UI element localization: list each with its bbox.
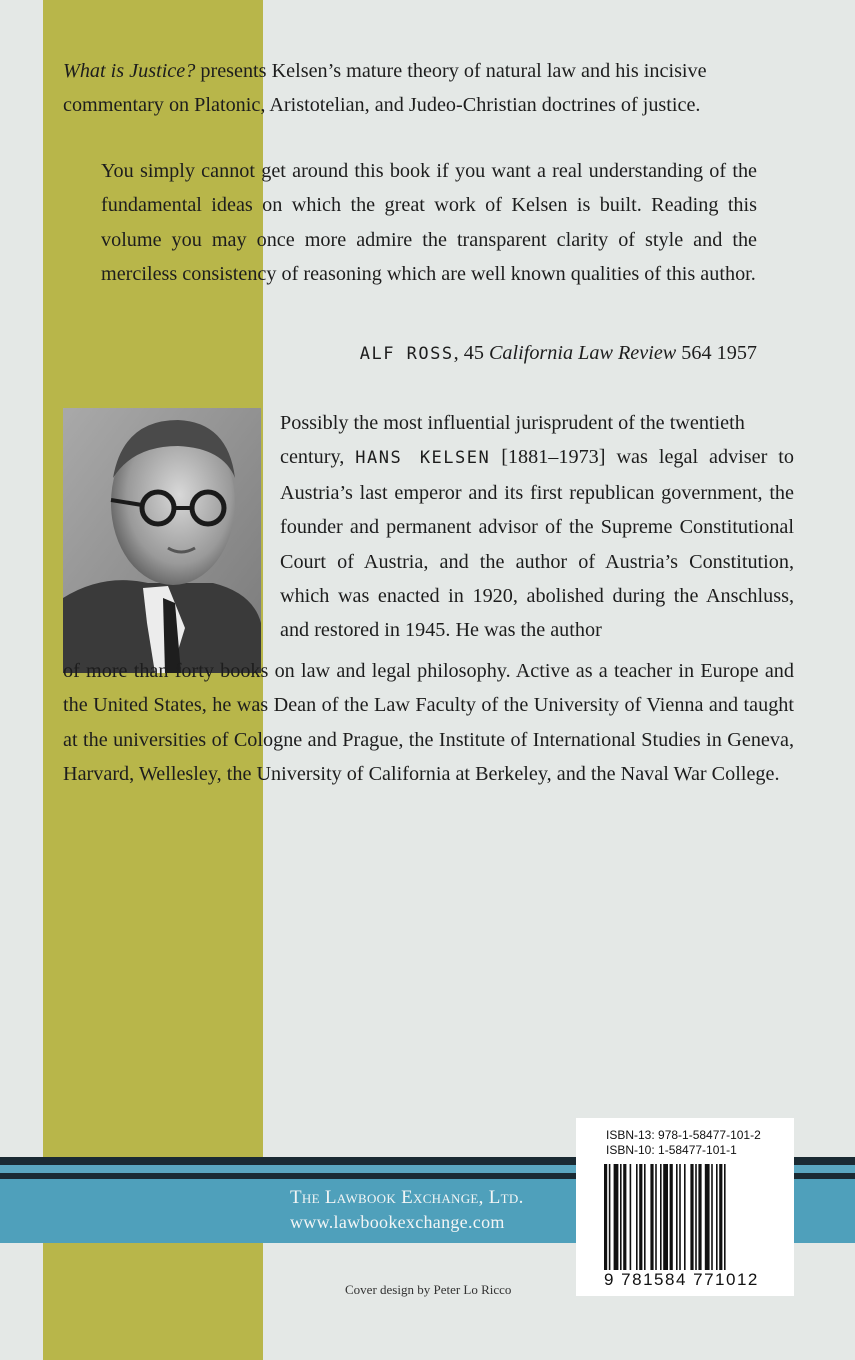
- barcode-bar: [623, 1164, 626, 1270]
- publisher-block: [290, 1186, 524, 1234]
- barcode-bar: [604, 1164, 607, 1270]
- barcode-bar: [609, 1164, 611, 1270]
- barcode-box: [576, 1118, 794, 1296]
- portrait-image: [63, 408, 261, 673]
- bio-paragraph-bottom: of more than forty books on law and legal philosophy. Active as a teacher in Europe and the United States, he was Dean of the Law Faculty of the University of Vienna and taught at the universities of Cologne and Prague, the Institute of International Studies in Geneva, Harvard, Wellesley, the University of California at Berkeley, and the Naval War College.: [63, 660, 794, 786]
- author-name: HANS KELSEN: [355, 448, 491, 469]
- author-portrait: [63, 408, 261, 673]
- barcode-bar: [705, 1164, 710, 1270]
- bio-paragraph-top: [280, 406, 794, 648]
- publisher-url: www.lawbookexchange.com: [290, 1212, 505, 1232]
- barcode-bar: [614, 1164, 619, 1270]
- barcode-bar: [695, 1164, 697, 1270]
- bio-line-2-pre: century,: [280, 446, 356, 469]
- barcode-bar: [636, 1164, 638, 1270]
- cover-credit: Cover design by Peter Lo Ricco: [345, 1282, 512, 1297]
- barcode-bar: [670, 1164, 673, 1270]
- bio-line-1: Possibly the most influential jurisprudent of the twentieth: [280, 412, 745, 434]
- barcode-bars: [604, 1164, 770, 1270]
- bio-line-2-post: [1881–1973] was: [490, 446, 648, 469]
- barcode-bar: [650, 1164, 653, 1270]
- quote-author: ALF ROSS: [359, 344, 454, 364]
- barcode-bar: [620, 1164, 622, 1270]
- book-title: What is Justice?: [63, 60, 196, 82]
- citation-prefix: , 45: [453, 342, 489, 364]
- barcode-bar: [676, 1164, 678, 1270]
- barcode-bar: [684, 1164, 686, 1270]
- publisher-name: The Lawbook Exchange, Ltd.: [290, 1187, 524, 1208]
- isbn-13: ISBN-13: 978-1-58477-101-2: [606, 1128, 761, 1142]
- barcode-bar: [655, 1164, 657, 1270]
- barcode-bar: [716, 1164, 718, 1270]
- barcode-bar: [679, 1164, 681, 1270]
- barcode-bar: [690, 1164, 693, 1270]
- isbn-10: ISBN-10: 1-58477-101-1: [606, 1143, 737, 1157]
- barcode-bar: [663, 1164, 668, 1270]
- review-quote: You simply cannot get around this book if you want a real understanding of the fundamental ideas on which the great work of Kelsen is built. Reading this volume you may once more admire the transparent clarity of style and the merciless consistency of reasoning which are well known qualities of this author.: [101, 160, 757, 286]
- barcode-bar: [630, 1164, 632, 1270]
- intro-text: presents Kelsen’s mature theory of natural law and his incisive commentary on Platonic, Aristotelian, and Judeo-Christian doctrines of justice.: [63, 60, 707, 117]
- barcode-bar: [698, 1164, 701, 1270]
- citation-suffix: 564 1957: [676, 342, 757, 364]
- barcode-bar: [660, 1164, 662, 1270]
- barcode-bar: [719, 1164, 722, 1270]
- barcode-bar: [711, 1164, 713, 1270]
- quote-attribution: [101, 342, 757, 365]
- bio-right-text: legal adviser to Austria’s last emperor and its first republican government, the founder and permanent advisor of the Supreme Constitutional Court of Austria, and the author of Austria’s Constitution, which was enacted in 1920, abolished during the Anschluss, and restored in 1945. He was the author: [280, 446, 795, 642]
- barcode-bar: [644, 1164, 646, 1270]
- intro-paragraph: [63, 54, 783, 123]
- journal-name: California Law Review: [488, 342, 677, 364]
- barcode-digits: 9 781584 771012: [604, 1270, 759, 1289]
- barcode-bar: [724, 1164, 726, 1270]
- barcode-bar: [639, 1164, 642, 1270]
